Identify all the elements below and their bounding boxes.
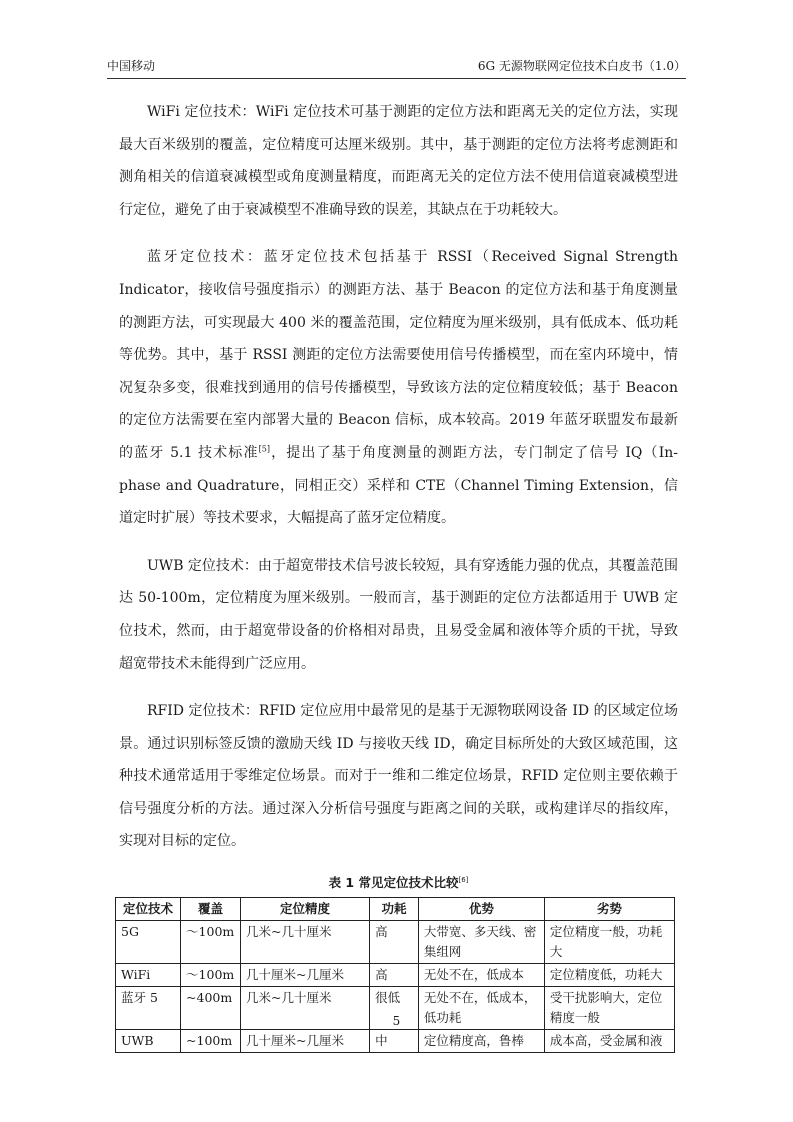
table-header-row [116,898,675,921]
table-row [116,921,675,964]
table-cell: UWB [116,1030,181,1053]
table-cell: 受干扰影响大，定位精度一般 [544,987,674,1030]
column-header: 劣势 [544,898,674,921]
main-content [119,96,678,1053]
header-left: 中国移动 [107,59,156,73]
paragraph-wifi: WiFi 定位技术：WiFi 定位技术可基于测距的定位方法和距离无关的定位方法，实现最大百米级别的覆盖，定位精度可达厘米级别。其中，基于测距的定位方法将考虑测距和测角相关的信道衰减模型或角度测量精度，而距离无关的定位方法不使用信道衰减模型进行定位，避免了由于衰减模型不准确导致的误差，其缺点在于功耗较大。 [119,104,678,218]
table-cell: 5G [116,921,181,964]
header-right: 6G 无源物联网定位技术白皮书（1.0） [477,59,686,73]
comparison-table [115,897,675,1053]
table-cell: ~100m [181,1030,241,1053]
table-cell: 几米~几十厘米 [241,987,370,1030]
table-cell: 几十厘米~几厘米 [241,1030,370,1053]
table-row [116,964,675,987]
column-header: 定位精度 [241,898,370,921]
page-number: 5 [392,1014,401,1028]
table-cell: 高 [370,964,419,987]
table-cell: 中 [370,1030,419,1053]
citation-5: [5] [258,444,270,454]
table-cell: 几十厘米~几厘米 [241,964,370,987]
table-cell: 高 [370,921,419,964]
paragraph-bluetooth-text-before: 蓝牙定位技术：蓝牙定位技术包括基于 RSSI（Received Signal Strength Indicator，接收信号强度指示）的测距方法、基于 Beacon 的定位方法和基于角度测量的测距方法，可实现最大 400 米的覆盖范围，定位精度为厘米级别，具有低成本、低功耗等优势。其中，基于 RSSI 测距的定位方法需要使用信号传播模型，而在室内环境中，情况复杂多变，很难找到通用的信号传播模型，导致该方法的定位精度较低；基于 Beacon 的定位方法需要在室内部署大量的 Beacon 信标，成本较高。2019 年蓝牙联盟发布最新的蓝牙 5.1 技术标准 [119,249,678,461]
paragraph-uwb: UWB 定位技术：由于超宽带技术信号波长较短，具有穿透能力强的优点，其覆盖范围达 50-100m，定位精度为厘米级别。一般而言，基于测距的定位方法都适用于 UWB 定位技术，然而，由于超宽带设备的价格相对昂贵，且易受金属和液体等介质的干扰，导致超宽带技术未能得到广泛应用。 [119,557,678,672]
table-cell: 蓝牙 5 [116,987,181,1030]
paragraph-bluetooth [119,241,678,534]
citation-6: [6] [458,875,469,884]
column-header: 定位技术 [116,898,181,921]
table-cell: 成本高，受金属和液 [544,1030,674,1053]
table-cell: 定位精度一般，功耗大 [544,921,674,964]
table-cell: ～100m [181,921,241,964]
table-cell: 大带宽、多天线、密集组网 [418,921,544,964]
table-row [116,1030,675,1053]
table-cell: ～100m [181,964,241,987]
table-cell: 定位精度高，鲁棒 [418,1030,544,1053]
column-header: 覆盖 [181,898,241,921]
paragraph-rfid: RFID 定位技术：RFID 定位应用中最常见的是基于无源物联网设备 ID 的区域定位场景。通过识别标签反馈的激励天线 ID 与接收天线 ID，确定目标所处的大致区域范围，这种技术通常适用于零维定位场景。而对于一维和二维定位场景，RFID 定位则主要依赖于信号强度分析的方法。通过深入分析信号强度与距离之间的关联，或构建详尽的指纹库，实现对目标的定位。 [119,703,678,850]
table-cell: 无处不在，低成本，低功耗 [418,987,544,1030]
table-cell: 无处不在，低成本 [418,964,544,987]
table-cell: WiFi [116,964,181,987]
page-header [107,52,686,79]
column-header: 功耗 [370,898,419,921]
table-caption-text: 表 1 常见定位技术比较 [328,875,459,891]
paragraph-bluetooth-text-after: ，提出了基于角度测量的测距方法，专门制定了信号 IQ（In-phase and Quadrature，同相正交）采样和 CTE（Channel Timing Extension，信道定时扩展）等技术要求，大幅提高了蓝牙定位精度。 [119,444,678,527]
table-cell: ~400m [181,987,241,1030]
table-cell: 很低 [370,987,419,1030]
table-caption [119,873,678,891]
column-header: 优势 [418,898,544,921]
table-cell: 定位精度低，功耗大 [544,964,674,987]
table-cell: 几米~几十厘米 [241,921,370,964]
